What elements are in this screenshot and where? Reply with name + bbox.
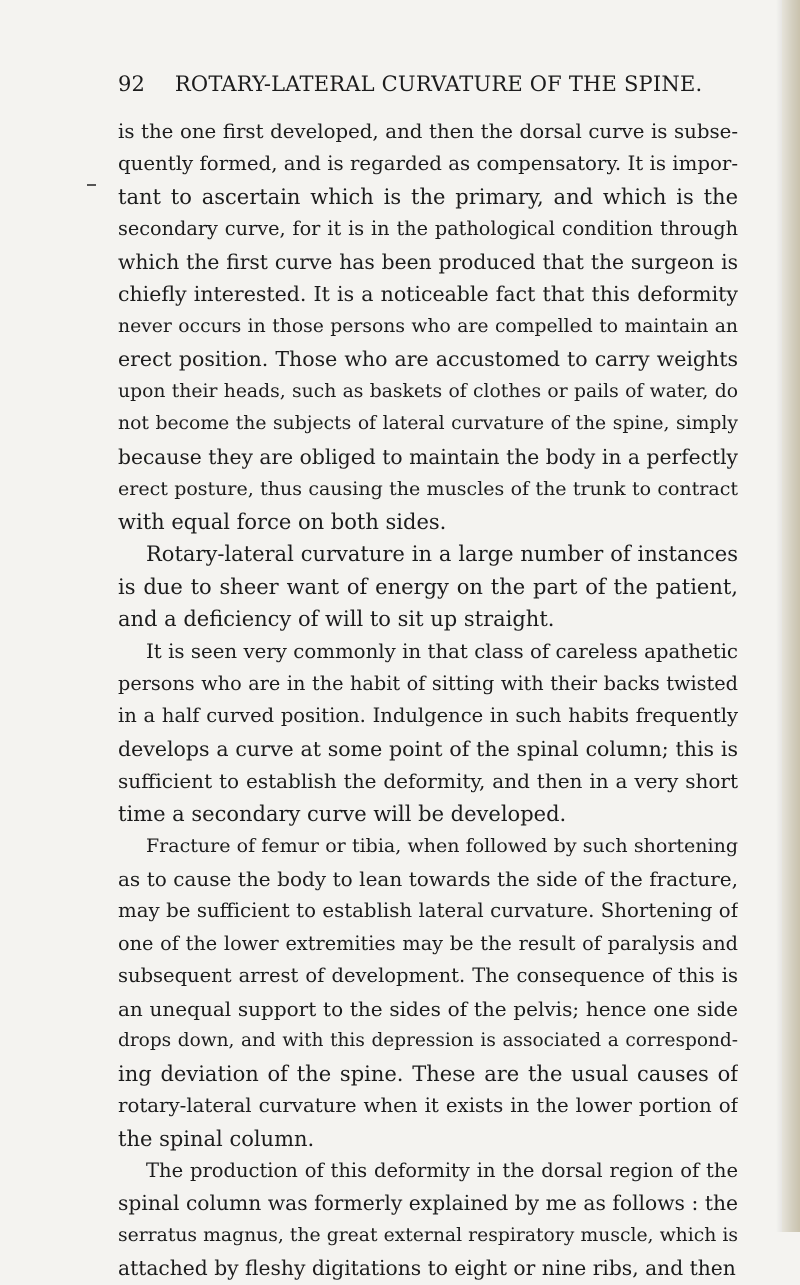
text-line: drops down, and with this depression is associated a correspond- bbox=[118, 1030, 738, 1052]
text-line: attached by fleshy digitations to eight or nine ribs, and then bbox=[118, 1256, 736, 1281]
paragraph-start-line: Fracture of femur or tibia, when followed by such shortening bbox=[146, 835, 738, 858]
text-line: ing deviation of the spine. These are the usual causes of bbox=[118, 1061, 738, 1086]
text-line: one of the lower extremities may be the result of paralysis and bbox=[118, 931, 738, 955]
text-line: sufficient to establish the deformity, and then in a very short bbox=[118, 769, 738, 794]
page-edge bbox=[782, 0, 800, 1232]
text-line: upon their heads, such as baskets of clothes or pails of water, do bbox=[118, 380, 738, 402]
text-line: as to cause the body to lean towards the side of the fracture, bbox=[118, 866, 738, 891]
text-line: and a deficiency of will to sit up straight. bbox=[118, 607, 555, 632]
text-line: persons who are in the habit of sitting with their backs twisted bbox=[118, 671, 738, 695]
text-line: erect posture, thus causing the muscles of the trunk to contract bbox=[118, 478, 738, 501]
text-line: not become the subjects of lateral curvature of the spine, simply bbox=[118, 413, 738, 435]
text-line: is due to sheer want of energy on the part of the patient, bbox=[118, 574, 738, 599]
text-line: develops a curve at some point of the spinal column; this is bbox=[118, 736, 738, 761]
text-line: may be sufficient to establish lateral curvature. Shortening of bbox=[118, 899, 738, 923]
text-line: the spinal column. bbox=[118, 1126, 315, 1151]
text-line: rotary-lateral curvature when it exists in the lower portion of bbox=[118, 1094, 738, 1118]
text-line: spinal column was formerly explained by me as follows : the bbox=[118, 1191, 738, 1216]
margin-dash-mark bbox=[87, 184, 96, 186]
paragraph-start-line: The production of this deformity in the dorsal region of the bbox=[146, 1159, 738, 1182]
paragraph-start-line: Rotary-lateral curvature in a large number of instances bbox=[146, 542, 738, 567]
text-line: because they are obliged to maintain the body in a perfectly bbox=[118, 444, 738, 469]
text-line: an unequal support to the sides of the pelvis; hence one side bbox=[118, 996, 738, 1021]
page-number: 92 bbox=[118, 72, 146, 96]
text-line: never occurs in those persons who are compelled to maintain an bbox=[118, 315, 738, 337]
text-line: chiefly interested. It is a noticeable fact that this deformity bbox=[118, 282, 738, 307]
text-line: subsequent arrest of development. The consequence of this is bbox=[118, 964, 738, 988]
text-line: which the first curve has been produced that the surgeon is bbox=[118, 249, 738, 274]
text-line: tant to ascertain which is the primary, and which is the bbox=[118, 184, 738, 209]
text-line: in a half curved position. Indulgence in such habits frequently bbox=[118, 704, 738, 728]
running-title: ROTARY-LATERAL CURVATURE OF THE SPINE. bbox=[174, 72, 703, 96]
text-line: is the one first developed, and then the dorsal curve is subse- bbox=[118, 120, 738, 143]
text-line: quently formed, and is regarded as compensatory. It is impor- bbox=[118, 152, 738, 176]
paragraph-start-line: It is seen very commonly in that class of careless apathetic bbox=[146, 639, 738, 663]
text-line: serratus magnus, the great external respiratory muscle, which is bbox=[118, 1224, 738, 1246]
text-line: erect position. Those who are accustomed to carry weights bbox=[118, 347, 738, 372]
running-head bbox=[118, 72, 738, 100]
text-line: time a secondary curve will be developed. bbox=[118, 801, 567, 826]
body-text bbox=[118, 116, 738, 1285]
text-line: with equal force on both sides. bbox=[118, 509, 447, 534]
text-line: secondary curve, for it is in the pathological condition through bbox=[118, 217, 738, 241]
